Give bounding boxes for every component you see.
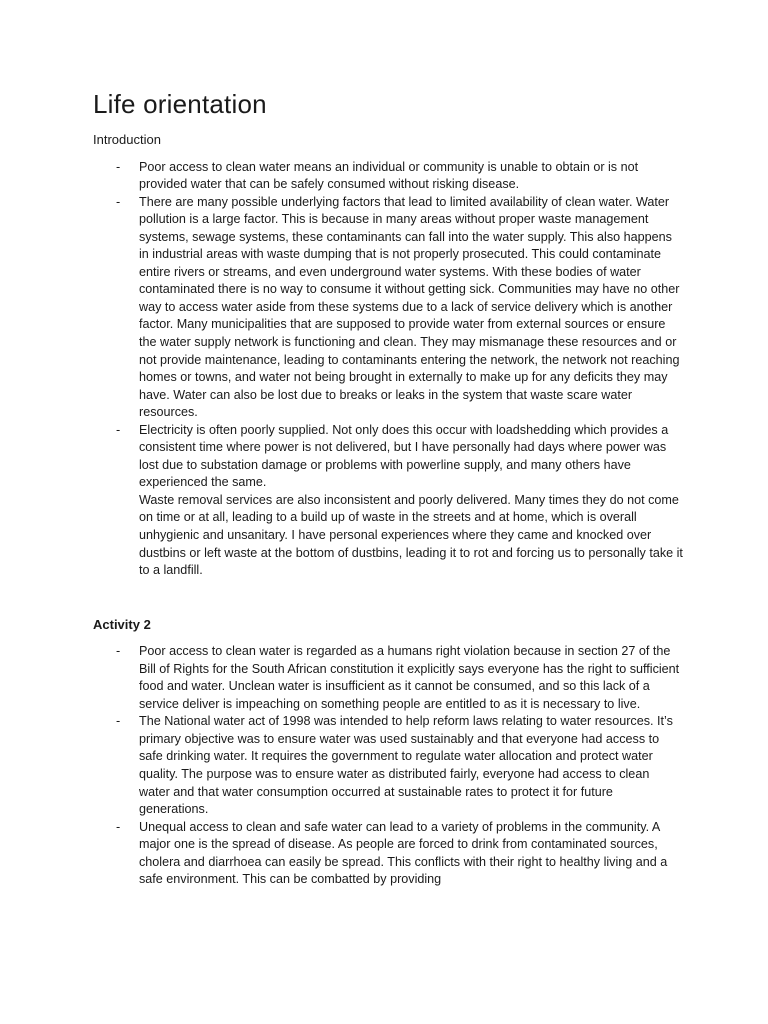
document-title: Life orientation — [93, 89, 267, 119]
list-item — [93, 422, 683, 580]
section-heading-introduction: Introduction — [93, 132, 161, 147]
introduction-list — [93, 159, 683, 580]
list-item-text: Poor access to clean water means an individual or community is unable to obtain or is not provided water that can be safely consumed without risking disease. — [139, 159, 639, 192]
section-heading-activity-2: Activity 2 — [93, 616, 151, 632]
list-item — [93, 159, 683, 194]
list-item-text: Waste removal services are also inconsistent and poorly delivered. Many times they do not come on time or at all, leading to a build up of waste in the streets and at home, which is overall unhygienic and unsanitary. I have personal experiences where they came and knocked over dustbins or left waste at the bottom of dustbins, leading it to rot and forcing us to personally take it to a landfill. — [139, 492, 683, 578]
list-item — [93, 713, 683, 818]
list-item — [93, 194, 683, 422]
bullet-dash: - — [116, 819, 121, 834]
bullet-dash: - — [116, 422, 121, 437]
bullet-dash: - — [116, 194, 121, 209]
activity-2-list — [93, 643, 683, 889]
list-item-text: There are many possible underlying factors that lead to limited availability of clean water. Water pollution is a large factor. This is because in many areas without proper waste management systems, sewage systems, these contaminants can fall into the water supply. This also happens in industrial areas with waste dumping that is not properly prosecuted. This could contaminate entire rivers or streams, and even underground water systems. With these bodies of water contaminated there is no way to consume it without getting sick. Communities may have no other way to access water aside from these systems due to a lack of service delivery which is another factor. Many municipalities that are supposed to provide water from external sources or ensure the water supply network is functioning and clean. They may mismanage these resources and or not provide maintenance, leading to contaminants entering the network, the network not reaching homes or towns, and water not being brought in externally to make up for any deficits they may have. Water can also be lost due to breaks or leaks in the system that waste scare water resources. — [139, 194, 680, 420]
bullet-dash: - — [116, 644, 121, 659]
bullet-dash: - — [116, 159, 121, 174]
document-page — [93, 86, 683, 889]
list-item — [93, 643, 683, 713]
bullet-dash: - — [116, 714, 121, 729]
list-item — [93, 819, 683, 889]
list-item-text: The National water act of 1998 was intended to help reform laws relating to water resources. It’s primary objective was to ensure water was used sustainably and that everyone had access to safe drinking water. It requires the government to regulate water allocation and protect water quality. The purpose was to ensure water as distributed fairly, everyone had access to clean water and that water consumption occurred at sustainable rates to protect it for future generations. — [139, 714, 673, 817]
list-item-text: Unequal access to clean and safe water can lead to a variety of problems in the community. A major one is the spread of disease. As people are forced to drink from contaminated sources, cholera and diarrhoea can easily be spread. This conflicts with their right to healthy living and a safe environment. This can be combatted by providing — [139, 819, 668, 887]
list-item-text: Poor access to clean water is regarded as a humans right violation because in section 27 of the Bill of Rights for the South African constitution it explicitly says everyone has the right to sufficient food and water. Unclean water is insufficient as it cannot be consumed, and so this lack of a service deliver is impeaching on something people are entitled to as it is necessary to live. — [139, 644, 680, 711]
list-item-text: Electricity is often poorly supplied. Not only does this occur with loadshedding which provides a consistent time where power is not delivered, but I have personally had days where power was lost due to substation damage or problems with powerline supply, and many others have experienced the same. — [139, 422, 669, 490]
